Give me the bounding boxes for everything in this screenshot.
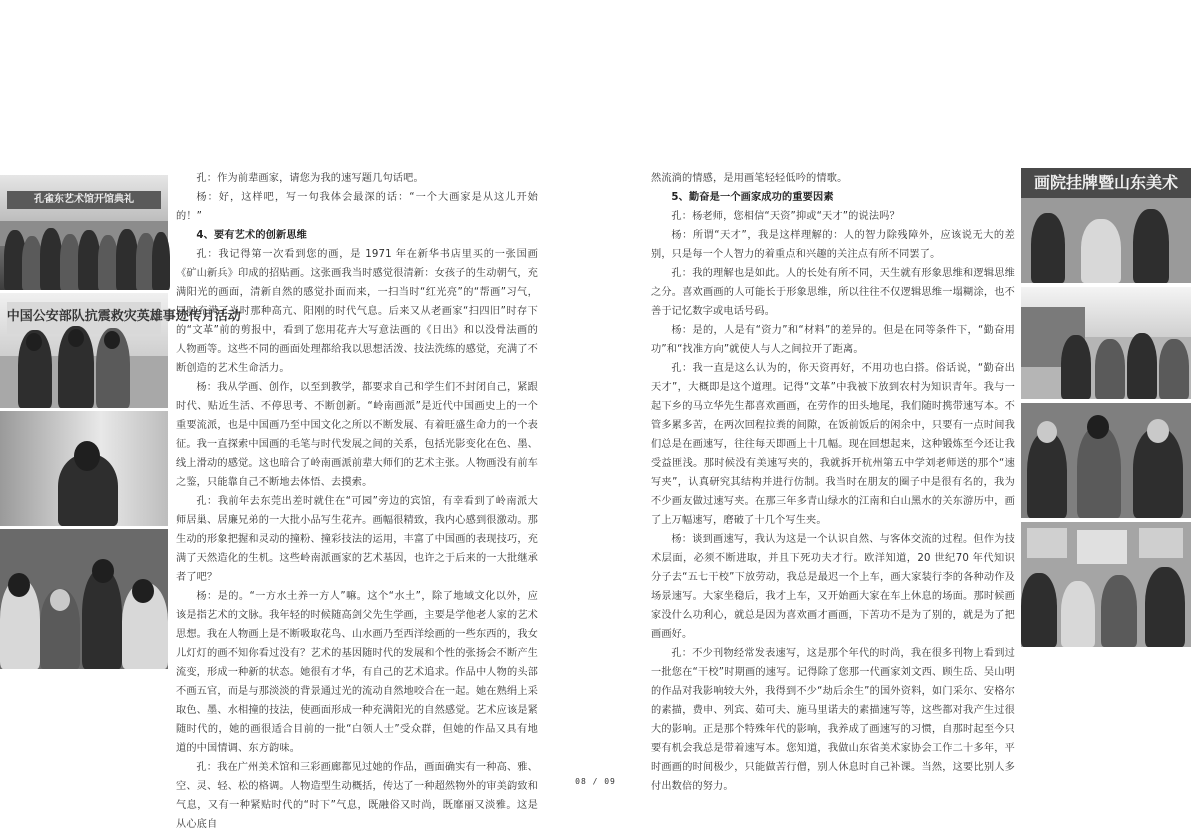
paragraph: 孔：作为前辈画家，请您为我的速写题几句话吧。 <box>196 173 424 184</box>
paragraph: 杨：是的，人是有“资力”和“材料”的差异的。但是在同等条件下，“勤奋用功”和“找准方向”就使人与人之间拉开了距离。 <box>651 325 1015 355</box>
paragraph: 杨：谈到画速写，我认为这是一个认识自然、与客体交流的过程。但作为技术层面，必须不断进取，并且下死功夫才行。欧洋知道，20 世纪70 年代知识分子去“五七干校”下放劳动，我总是最迟一个上车，画大家装行李的各种动作及场景速写。大家坐稳后，我才上车，又开始画大家在车上休息的场面。那时候画家没什么功利心，就总是因为喜欢画才画画，下苦功不是为了别的，就是为了把画画好。 <box>651 534 1015 640</box>
left-photo-award-event <box>0 293 241 408</box>
paragraph: 孔：我前年去东莞出差时就住在“可园”旁边的宾馆，有幸看到了岭南派大师居巢、居廉兄弟的一大批小品写生花卉。画幅很精致，我内心感到很激动。那生动的形象把握和灵动的撞粉、撞彩技法的运用，丰富了中国画的表现技巧，充满了天然造化的生机。这些岭南派画家的艺术基因，也许之于后来的一大批继承者了吧？ <box>176 496 538 583</box>
section-heading: 4、要有艺术的创新思维 <box>196 230 308 241</box>
paragraph: 孔：不少刊物经常发表速写，这是那个年代的时尚，我在很多刊物上看到过一批您在“干校”时期画的速写。记得除了您那一代画家刘文西、顾生岳、吴山明的作品对我影响较大外，我得到不少“劫后余生”的国外资料，如门采尔、安格尔的素描，费申、列宾、茹可夫、施马里诺夫的素描速写等，这些都对我产生过很大的影响。正是那个特殊年代的影响，我养成了画速写的习惯，自那时起至今只要有机会我总是带着速写本。您知道，我做山东省美术家协会工作二十多年，平时画画的时间极少，只能做苦行僧，别人休息时自己补课。当然，这要比别人多付出数倍的努力。 <box>651 648 1015 792</box>
left-photo-portrait <box>0 411 168 526</box>
paragraph: 孔：我记得第一次看到您的画，是 1971 年在新华书店里买的一张国画《矿山新兵》印成的招贴画。这张画我当时感觉很清新：女孩子的生动朝气，充满阳光的画面，清新自然的感觉扑面而来，一扫当时“红光亮”的“帮画”习气，同时充满了当时那种高亢、阳刚的时代气息。后来又从老画家“扫四旧”时存下的“文革”前的剪报中，看到了您用花卉大写意法画的《日出》和以没骨法画的人物画等。这些不同的画面处理都给我以思想活泼、技法洗练的感觉，充满了不断创造的艺术生命活力。 <box>176 249 538 374</box>
paragraph: 孔：我一直是这么认为的，你天资再好，不用功也白搭。俗话说，“勤奋出天才”，大概即是这个道理。记得“文革”中我被下放到农村为知识青年。我与一起下乡的马立华先生都喜欢画画，在劳作的田头地尾，我们随时携带速写本。不管多累多苦，在两次回程拉粪的间隙，在饭前饭后的闲余中，只要有一点时间我们总是在画速写，往往每天即画上十几幅。现在回想起来，这种锻炼至今还让我受益匪浅。那时候没有美速写夹的，我就拆开杭州第五中学刘老师送的那个“速写夹”，认真研究其结构并进行仿制。我当时在朋友的圈子中是很有名的，我为不少画友做过速写夹。在那三年多青山绿水的江南和白山黑水的关东游历中，画了上万幅速写，磨破了十几个写生夹。 <box>651 363 1015 526</box>
paragraph: 孔：我在广州美术馆和三彩画廊都见过她的作品，画面确实有一种高、雅、空、灵、轻、松的格调。人物造型生动概括，传达了一种超然物外的审美韵致和气息，又有一种紧贴时代的“时下”气息，既融俗又时尚，既靡丽又淡雅。这是从心底自 <box>176 762 538 830</box>
paragraph: 孔：我的理解也是如此。人的长处有所不同，天生就有形象思维和逻辑思维之分。喜欢画画的人可能长于形象思维，所以往往不仅逻辑思维一塌糊涂，也不善于记忆数字或电话号码。 <box>651 268 1015 317</box>
right-photo-gallery <box>1021 522 1191 647</box>
paragraph: 杨：所谓“天才”，我是这样理解的：人的智力除残障外，应该说无大的差别，只是每一个人智力的着重点和兴趣的关注点有所不同罢了。 <box>651 230 1015 260</box>
left-photo-group <box>0 529 168 669</box>
left-text-column <box>176 169 538 834</box>
right-text-column <box>651 169 1015 796</box>
right-photo-speakers <box>1021 403 1191 518</box>
paragraph: 然流淌的情感，是用画笔轻轻低吟的情歌。 <box>651 173 848 184</box>
banner-text: 中国公安部队抗震救灾英雄事迹传月活动 <box>7 302 162 334</box>
banner-text: 画院挂牌暨山东美术 <box>1021 168 1191 198</box>
paragraph: 杨：我从学画、创作，以至到教学，都要求自己和学生们不封闭自己，紧跟时代、贴近生活、不停思考、不断创新。“岭南画派”是近代中国画史上的一个重要流派，也是中国画乃至中国文化之所以不断发展、有着旺盛生命力的一个表征。我一直探索中国画的毛笔与时代发展之间的关系，包括光影变化在色、墨、线上滑动的感觉。这也暗合了岭南画派前辈大师们的艺术主张。人物画没有前车之鉴，只能靠自己不断地去体悟、去摸索。 <box>176 382 538 488</box>
section-heading: 5、勤奋是一个画家成功的重要因素 <box>671 192 834 203</box>
left-photo-ceremony <box>0 175 168 290</box>
banner-text: 孔雀东艺术馆开馆典礼 <box>7 191 162 209</box>
paragraph: 孔：杨老师，您相信“天资”抑或“天才”的说法吗？ <box>671 211 900 222</box>
page-number: 08 / 09 <box>575 777 616 786</box>
right-photo-unveiling <box>1021 168 1191 283</box>
paragraph: 杨：好，这样吧，写一句我体会最深的话：“一个大画家是从这儿开始的！” <box>176 192 538 222</box>
paragraph: 杨：是的。“一方水土养一方人”嘛。这个“水土”，除了地域文化以外，应该是指艺术的文脉。我年轻的时候随高剑父先生学画，主要是学他老人家的艺术思想。我在人物画上是不断吸取花鸟、山水画乃至西洋绘画的一些东西的，我女儿灯灯的画不知你看过没有？艺术的基因随时代的发展和个性的张扬会不断产生流变，形成一种新的状态。她很有才华，有自己的艺术追求。作品中人物的头部不画五官，而是与那淡淡的背景通过光的流动自然地咬合在一起。她在熟绢上采取色、墨、水相撞的技法，使画面形成一种充满阳光的自然感觉。艺术应该是紧随时代的，她的画很适合目前的一批“白领人士”受众群，但她的作品又具有地道的中国情调、东方韵味。 <box>176 591 538 754</box>
right-photo-building <box>1021 287 1191 399</box>
